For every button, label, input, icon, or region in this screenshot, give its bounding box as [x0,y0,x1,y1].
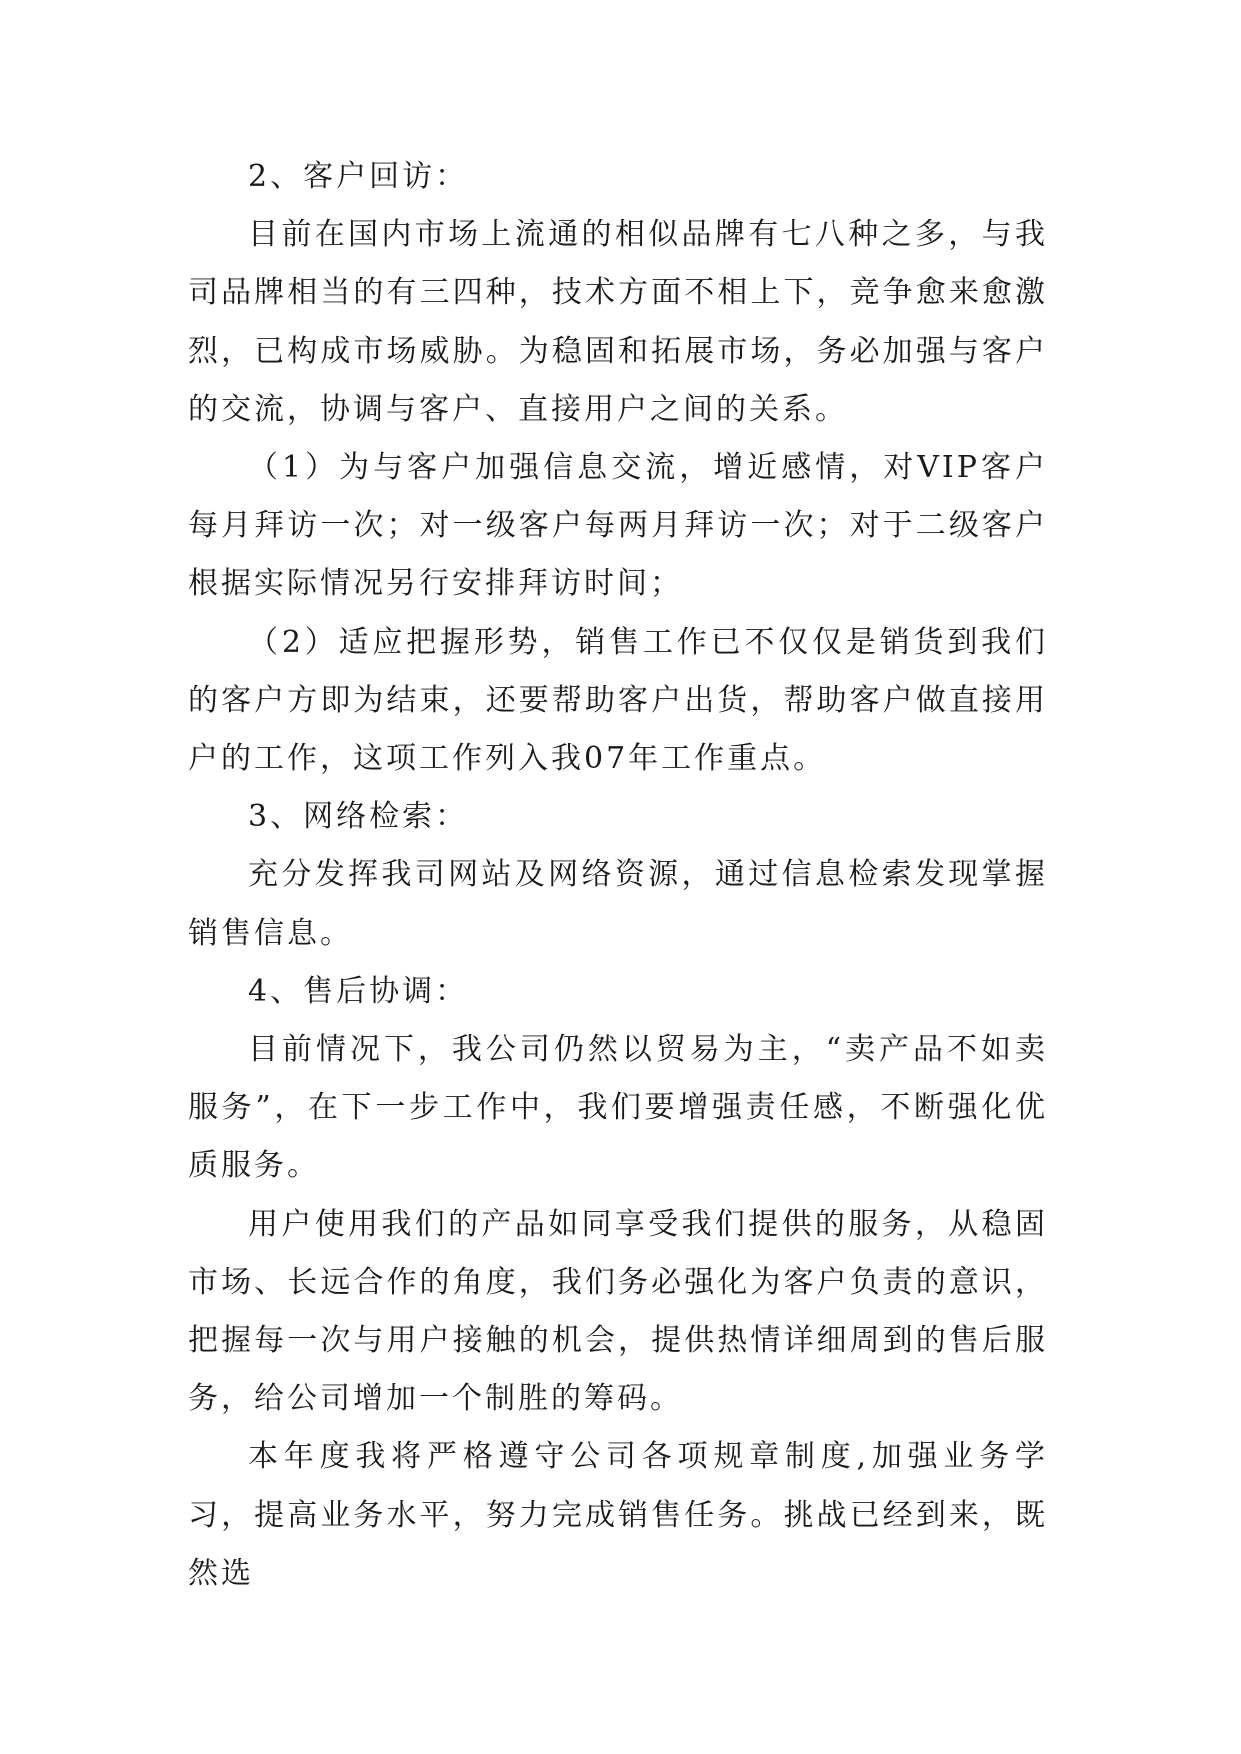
document-body [188,148,1048,1603]
paragraph: 用户使用我们的产品如同享受我们提供的服务，从稳固市场、长远合作的角度，我们务必强化为客户负责的意识，把握每一次与用户接触的机会，提供热情详细周到的售后服务，给公司增加一个制胜的筹码。 [188,1206,1048,1417]
section-heading-customer-visits: 2、客户回访： [248,159,469,194]
section-heading-network-search: 3、网络检索： [248,799,469,835]
list-item: （1）为与客户加强信息交流，增近感情，对VIP客户每月拜访一次；对一级客户每两月拜访一次；对于二级客户根据实际情况另行安排拜访时间； [188,450,1048,602]
paragraph: 目前情况下，我公司仍然以贸易为主，“卖产品不如卖服务”，在下一步工作中，我们要增强责任感，不断强化优质服务。 [188,1032,1048,1184]
section-heading-after-sales: 4、售后协调： [248,973,469,1009]
paragraph: 本年度我将严格遵守公司各项规章制度,加强业务学习，提高业务水平，努力完成销售任务。挑战已经到来，既然选 [188,1439,1048,1591]
paragraph: 目前在国内市场上流通的相似品牌有七八种之多，与我司品牌相当的有三四种，技术方面不相上下，竞争愈来愈激烈，已构成市场威胁。为稳固和拓展市场，务必加强与客户的交流，协调与客户、直接用户之间的关系。 [188,217,1048,427]
list-item: （2）适应把握形势，销售工作已不仅仅是销货到我们的客户方即为结束，还要帮助客户出货，帮助客户做直接用户的工作，这项工作列入我07年工作重点。 [188,624,1048,777]
paragraph: 充分发挥我司网站及网络资源，通过信息检索发现掌握销售信息。 [188,857,1048,951]
